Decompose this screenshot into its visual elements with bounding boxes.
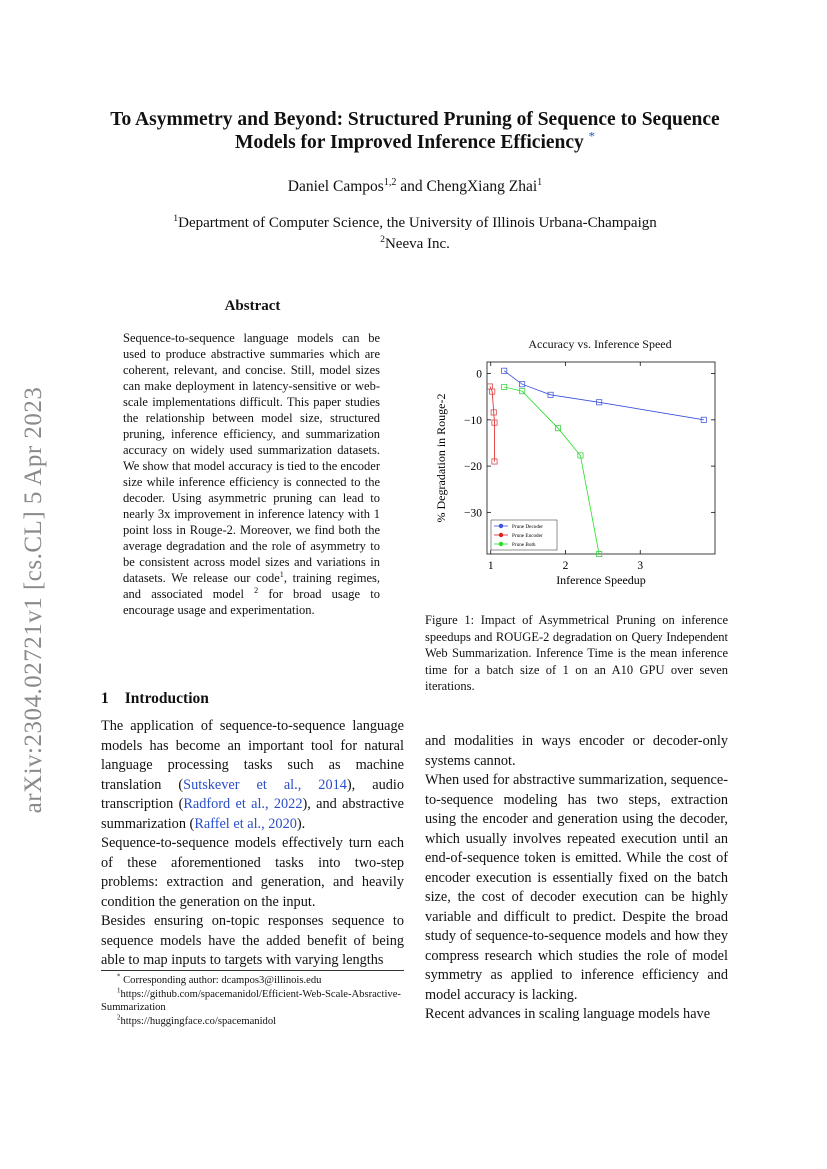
section-title: Introduction — [124, 690, 209, 707]
figure-1-chart — [425, 350, 735, 595]
paper-title — [95, 108, 735, 154]
footnotes — [101, 970, 404, 1028]
affiliation-1-mark: 1 — [173, 213, 179, 224]
right-paragraph-3: Recent advances in scaling language models have — [425, 1006, 711, 1022]
x-tick-label: 3 — [637, 560, 644, 572]
series-line-0 — [504, 371, 704, 420]
x-tick-label: 2 — [562, 560, 569, 572]
intro-left-column — [101, 717, 404, 971]
legend-swatch-marker — [499, 542, 503, 546]
right-paragraph-1: and modalities in ways encoder or decoder-only systems cannot. — [425, 733, 728, 769]
abstract-heading: Abstract — [224, 298, 281, 314]
footnote-mark-1: 1 — [117, 986, 121, 994]
affiliations — [100, 213, 730, 255]
affiliation-1 — [100, 213, 730, 234]
section-heading — [101, 690, 209, 708]
y-tick-label: −10 — [464, 414, 482, 427]
citation-link[interactable]: Sutskever et al., 2014 — [183, 776, 347, 793]
intro-p1-text-c: ), and abstractive summarization ( — [101, 796, 404, 832]
footnote-corresponding-text: Corresponding author: dcampos3@illinois.edu — [120, 975, 322, 986]
legend-label: Prune Both — [512, 542, 536, 548]
citation-link[interactable]: Raffel et al., 2020 — [194, 815, 297, 832]
chart-title: Accuracy vs. Inference Speed — [528, 337, 672, 351]
right-paragraph-2: When used for abstractive summarization, sequence-to-sequence modeling has two steps, extraction using the encoder and generation using the decoder, which usually involves repeated execution until an end-of-sequence token is emitted. While the cost of encoder execution is essentially fixed on the batch size, the cost of decoder execution can be highly variable and difficult to predict. Despite the broad study of sequence-to-sequence models and how they compress research which studies the role of model symmetry as applied to inference efficiency and model accuracy is lacking. — [425, 772, 728, 1003]
arxiv-stamp — [4, 360, 64, 840]
author-2: ChengXiang Zhai — [426, 178, 538, 195]
title-footnote-mark[interactable]: * — [588, 129, 595, 144]
footnote-mark-star: * — [117, 973, 121, 981]
section-number: 1 — [101, 690, 109, 707]
legend-swatch-marker — [499, 524, 503, 528]
legend-label: Prune Encoder — [512, 533, 543, 539]
intro-p1-text-b: ), audio transcription ( — [101, 776, 404, 812]
intro-right-column — [425, 732, 728, 1025]
title-line-2 — [95, 131, 735, 154]
affiliation-1-text: Department of Computer Science, the University of Illinois Urbana-Champaign — [178, 215, 657, 231]
abstract-text-c: for broad usage to encourage usage and experimentation. — [123, 587, 380, 617]
abstract-footnote-1[interactable]: 1 — [279, 569, 284, 579]
abstract-body — [123, 330, 380, 618]
data-point-marker — [502, 384, 507, 389]
arxiv-stamp-text: arXiv:2304.02721v1 [cs.CL] 5 Apr 2023 — [20, 386, 47, 814]
abstract-text-b: , training regimes, and associated model — [123, 571, 381, 601]
footnote-1-url[interactable]: https://github.com/spacemanidol/Efficient-Web-Scale-Absractive-Summarization — [101, 988, 401, 1013]
y-ticks — [464, 369, 715, 520]
abstract-text-a: Sequence-to-sequence language models can be used to produce abstractive summaries which are coherent, relevant, and concise. Still, model sizes can make deployment in latency-sensitive or web-scale implementations difficult. This paper studies the relationship between model size, structured pruning, inference efficiency, and summarization accuracy on widely used summarization datasets. We show that model accuracy is tied to the encoder size while inference efficiency is connected to the decoder. Using asymmetric pruning can lead to nearly 3x improvement in inference latency with 1 point loss in Rouge-2. Moreover, we find both the average degradation and the role of asymmetry to be consistent across model sizes and variations in datasets. We release our code — [123, 331, 380, 585]
author-2-affil: 1 — [537, 176, 543, 188]
figure-caption: Figure 1: Impact of Asymmetrical Pruning on inference speedups and ROUGE-2 degradation on Query Independent Web Summarization. Inference Time is the mean inference time for a batch size of 1 on an A10 GPU over seven iterations. — [425, 613, 728, 693]
y-axis-label: % Degradation in Rouge-2 — [434, 393, 448, 523]
footnote-corresponding — [101, 974, 404, 988]
title-line-2-text: Models for Improved Inference Efficiency — [235, 132, 584, 153]
intro-paragraph-1 — [101, 717, 404, 834]
footnote-2-url[interactable]: https://huggingface.co/spacemanidol — [120, 1015, 277, 1027]
affiliation-2 — [100, 234, 730, 255]
footnote-2 — [101, 1015, 404, 1029]
author-1: Daniel Campos — [287, 178, 384, 195]
intro-p1-text-d: ). — [296, 815, 306, 832]
legend-label: Prune Decoder — [512, 524, 543, 530]
author-1-affil: 1,2 — [383, 176, 397, 188]
citation-link[interactable]: Radford et al., 2022 — [183, 796, 303, 812]
y-tick-label: −30 — [464, 507, 482, 520]
intro-paragraph-3: Besides ensuring on-topic responses sequence to sequence models have the added benefit of being able to map inputs to targets with varying lengths — [101, 913, 404, 968]
author-and: and — [396, 178, 427, 195]
legend-swatch-marker — [499, 533, 503, 537]
legend — [491, 520, 557, 550]
y-tick-label: 0 — [476, 368, 482, 381]
authors — [100, 178, 730, 196]
affiliation-2-mark: 2 — [380, 234, 385, 245]
abstract-footnote-2[interactable]: 2 — [254, 585, 259, 595]
affiliation-2-text: Neeva Inc. — [384, 236, 450, 252]
title-line-1: To Asymmetry and Beyond: Structured Pruning of Sequence to Sequence — [110, 109, 720, 130]
footnote-1 — [101, 988, 404, 1015]
intro-p1-text-a: The application of sequence-to-sequence language models has become an important tool for natural language processing tasks such as machine translation ( — [101, 718, 404, 793]
y-tick-label: −20 — [464, 461, 482, 474]
intro-paragraph-2: Sequence-to-sequence models effectively turn each of these aforementioned tasks into two-step problems: extraction and generation, and heavily condition the generation on the input. — [101, 835, 404, 910]
footnote-mark-2: 2 — [117, 1013, 121, 1021]
x-axis-label: Inference Speedup — [556, 573, 646, 587]
x-tick-label: 1 — [487, 560, 494, 572]
